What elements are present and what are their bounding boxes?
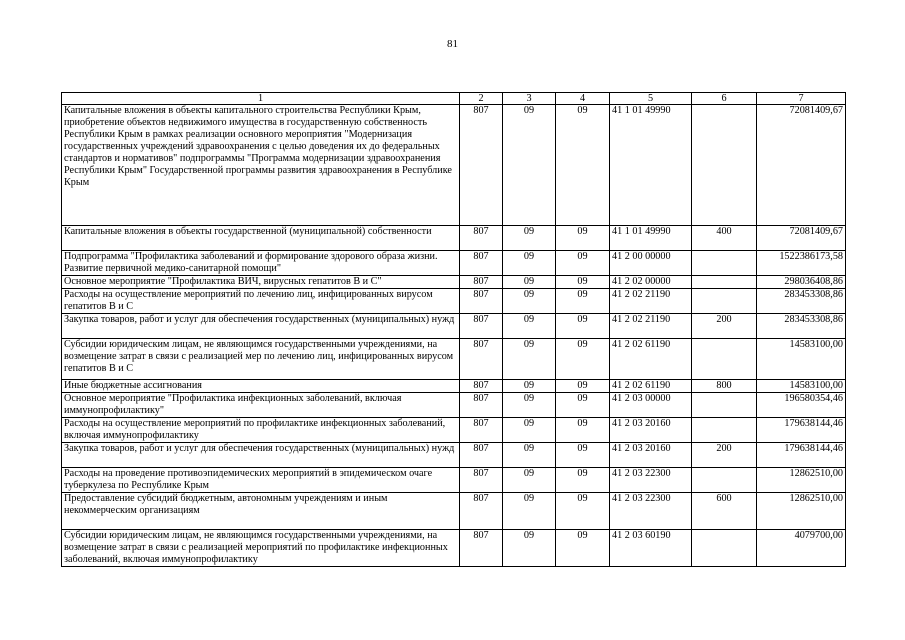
column-header: 6 xyxy=(692,93,757,105)
cell-amount: 179638144,46 xyxy=(757,443,846,468)
cell-c5: 41 2 03 20160 xyxy=(610,443,692,468)
cell-amount: 196580354,46 xyxy=(757,393,846,418)
cell-c3: 09 xyxy=(503,493,556,530)
cell-c2: 807 xyxy=(460,468,503,493)
cell-c6 xyxy=(692,418,757,443)
cell-c5: 41 2 03 20160 xyxy=(610,418,692,443)
cell-c4: 09 xyxy=(556,468,610,493)
cell-amount: 14583100,00 xyxy=(757,380,846,393)
cell-c6: 400 xyxy=(692,226,757,251)
cell-c2: 807 xyxy=(460,380,503,393)
row-name: Расходы на осуществление мероприятий по лечению лиц, инфицированных вирусом гепатитов В и С xyxy=(62,289,460,314)
cell-c2: 807 xyxy=(460,443,503,468)
cell-amount: 298036408,86 xyxy=(757,276,846,289)
cell-c3: 09 xyxy=(503,289,556,314)
cell-c4: 09 xyxy=(556,443,610,468)
cell-c3: 09 xyxy=(503,418,556,443)
cell-c4: 09 xyxy=(556,226,610,251)
cell-c5: 41 2 03 22300 xyxy=(610,468,692,493)
row-name: Расходы на проведение противоэпидемических мероприятий в эпидемическом очаге туберкулеза по Республике Крым xyxy=(62,468,460,493)
row-name: Субсидии юридическим лицам, не являющимся государственными учреждениями, на возмещение затрат в связи с реализацией мер по лечению лиц, инфицированных вирусом гепатитов В и С xyxy=(62,339,460,380)
cell-c5: 41 1 01 49990 xyxy=(610,105,692,226)
table-row xyxy=(62,443,846,468)
cell-c4: 09 xyxy=(556,493,610,530)
cell-c6: 800 xyxy=(692,380,757,393)
cell-c5: 41 2 02 00000 xyxy=(610,276,692,289)
column-header: 1 xyxy=(62,93,460,105)
cell-c6: 200 xyxy=(692,443,757,468)
cell-amount: 12862510,00 xyxy=(757,493,846,530)
cell-c6 xyxy=(692,339,757,380)
table-row xyxy=(62,289,846,314)
cell-amount: 4079700,00 xyxy=(757,530,846,567)
table-row xyxy=(62,226,846,251)
cell-c2: 807 xyxy=(460,493,503,530)
cell-c5: 41 2 02 61190 xyxy=(610,339,692,380)
column-header: 4 xyxy=(556,93,610,105)
cell-c6 xyxy=(692,289,757,314)
cell-c5: 41 2 02 21190 xyxy=(610,314,692,339)
cell-c3: 09 xyxy=(503,251,556,276)
row-name: Закупка товаров, работ и услуг для обеспечения государственных (муниципальных) нужд xyxy=(62,443,460,468)
page-number: 81 xyxy=(447,38,458,50)
table-row xyxy=(62,530,846,567)
cell-amount: 72081409,67 xyxy=(757,105,846,226)
cell-c2: 807 xyxy=(460,339,503,380)
cell-c2: 807 xyxy=(460,226,503,251)
cell-c4: 09 xyxy=(556,105,610,226)
cell-c4: 09 xyxy=(556,530,610,567)
cell-c2: 807 xyxy=(460,418,503,443)
row-name: Расходы на осуществление мероприятий по профилактике инфекционных заболеваний, включая иммунопрофилактику xyxy=(62,418,460,443)
cell-c2: 807 xyxy=(460,251,503,276)
cell-c6 xyxy=(692,251,757,276)
budget-table xyxy=(61,92,846,567)
cell-c6 xyxy=(692,105,757,226)
cell-amount: 179638144,46 xyxy=(757,418,846,443)
cell-amount: 12862510,00 xyxy=(757,468,846,493)
cell-c3: 09 xyxy=(503,393,556,418)
table-row xyxy=(62,468,846,493)
cell-amount: 72081409,67 xyxy=(757,226,846,251)
cell-c2: 807 xyxy=(460,276,503,289)
cell-c4: 09 xyxy=(556,339,610,380)
cell-c5: 41 2 02 21190 xyxy=(610,289,692,314)
table-row xyxy=(62,393,846,418)
column-header: 3 xyxy=(503,93,556,105)
cell-c2: 807 xyxy=(460,393,503,418)
cell-c4: 09 xyxy=(556,380,610,393)
cell-c6 xyxy=(692,468,757,493)
cell-amount: 283453308,86 xyxy=(757,314,846,339)
row-name: Подпрограмма "Профилактика заболеваний и формирование здорового образа жизни. Развитие первичной медико-санитарной помощи" xyxy=(62,251,460,276)
cell-c6 xyxy=(692,530,757,567)
cell-c4: 09 xyxy=(556,418,610,443)
row-name: Капитальные вложения в объекты государственной (муниципальной) собственности xyxy=(62,226,460,251)
column-header: 2 xyxy=(460,93,503,105)
cell-c5: 41 2 00 00000 xyxy=(610,251,692,276)
cell-amount: 283453308,86 xyxy=(757,289,846,314)
row-name: Капитальные вложения в объекты капитального строительства Республики Крым, приобретение объектов недвижимого имущества в государственную собственность Республики Крым в рамках реализации основного мероприятия "Модернизация государственных учреждений здравоохранения с целью доведения их до федеральных стандартов и нормативов" подпрограммы "Программа модернизации здравоохранения Республики Крым" Государственной программы развития здравоохранения в Республике Крым xyxy=(62,105,460,226)
cell-c6: 200 xyxy=(692,314,757,339)
row-name: Предоставление субсидий бюджетным, автономным учреждениям и иным некоммерческим организациям xyxy=(62,493,460,530)
table-row xyxy=(62,105,846,226)
cell-c5: 41 2 03 22300 xyxy=(610,493,692,530)
cell-c2: 807 xyxy=(460,105,503,226)
row-name: Закупка товаров, работ и услуг для обеспечения государственных (муниципальных) нужд xyxy=(62,314,460,339)
cell-c5: 41 2 02 61190 xyxy=(610,380,692,393)
row-name: Иные бюджетные ассигнования xyxy=(62,380,460,393)
column-header: 5 xyxy=(610,93,692,105)
table-row xyxy=(62,339,846,380)
cell-c3: 09 xyxy=(503,380,556,393)
cell-c6: 600 xyxy=(692,493,757,530)
column-header: 7 xyxy=(757,93,846,105)
cell-c5: 41 2 03 00000 xyxy=(610,393,692,418)
cell-c4: 09 xyxy=(556,289,610,314)
cell-c5: 41 2 03 60190 xyxy=(610,530,692,567)
cell-c4: 09 xyxy=(556,251,610,276)
cell-c3: 09 xyxy=(503,530,556,567)
header-row xyxy=(62,93,846,105)
cell-c3: 09 xyxy=(503,226,556,251)
table-row xyxy=(62,380,846,393)
cell-c2: 807 xyxy=(460,530,503,567)
cell-c5: 41 1 01 49990 xyxy=(610,226,692,251)
cell-c4: 09 xyxy=(556,314,610,339)
cell-c4: 09 xyxy=(556,276,610,289)
cell-c3: 09 xyxy=(503,276,556,289)
cell-c4: 09 xyxy=(556,393,610,418)
cell-c6 xyxy=(692,393,757,418)
cell-amount: 1522386173,58 xyxy=(757,251,846,276)
table-row xyxy=(62,276,846,289)
cell-c3: 09 xyxy=(503,468,556,493)
cell-amount: 14583100,00 xyxy=(757,339,846,380)
cell-c2: 807 xyxy=(460,289,503,314)
row-name: Субсидии юридическим лицам, не являющимся государственными учреждениями, на возмещение затрат в связи с реализацией мероприятий по профилактике инфекционных заболеваний, включая иммунопрофилактику xyxy=(62,530,460,567)
cell-c2: 807 xyxy=(460,314,503,339)
row-name: Основное мероприятие "Профилактика ВИЧ, вирусных гепатитов В и С" xyxy=(62,276,460,289)
cell-c6 xyxy=(692,276,757,289)
table-row xyxy=(62,251,846,276)
cell-c3: 09 xyxy=(503,105,556,226)
table-row xyxy=(62,418,846,443)
cell-c3: 09 xyxy=(503,443,556,468)
cell-c3: 09 xyxy=(503,314,556,339)
row-name: Основное мероприятие "Профилактика инфекционных заболеваний, включая иммунопрофилактику" xyxy=(62,393,460,418)
cell-c3: 09 xyxy=(503,339,556,380)
table-row xyxy=(62,314,846,339)
table-row xyxy=(62,493,846,530)
